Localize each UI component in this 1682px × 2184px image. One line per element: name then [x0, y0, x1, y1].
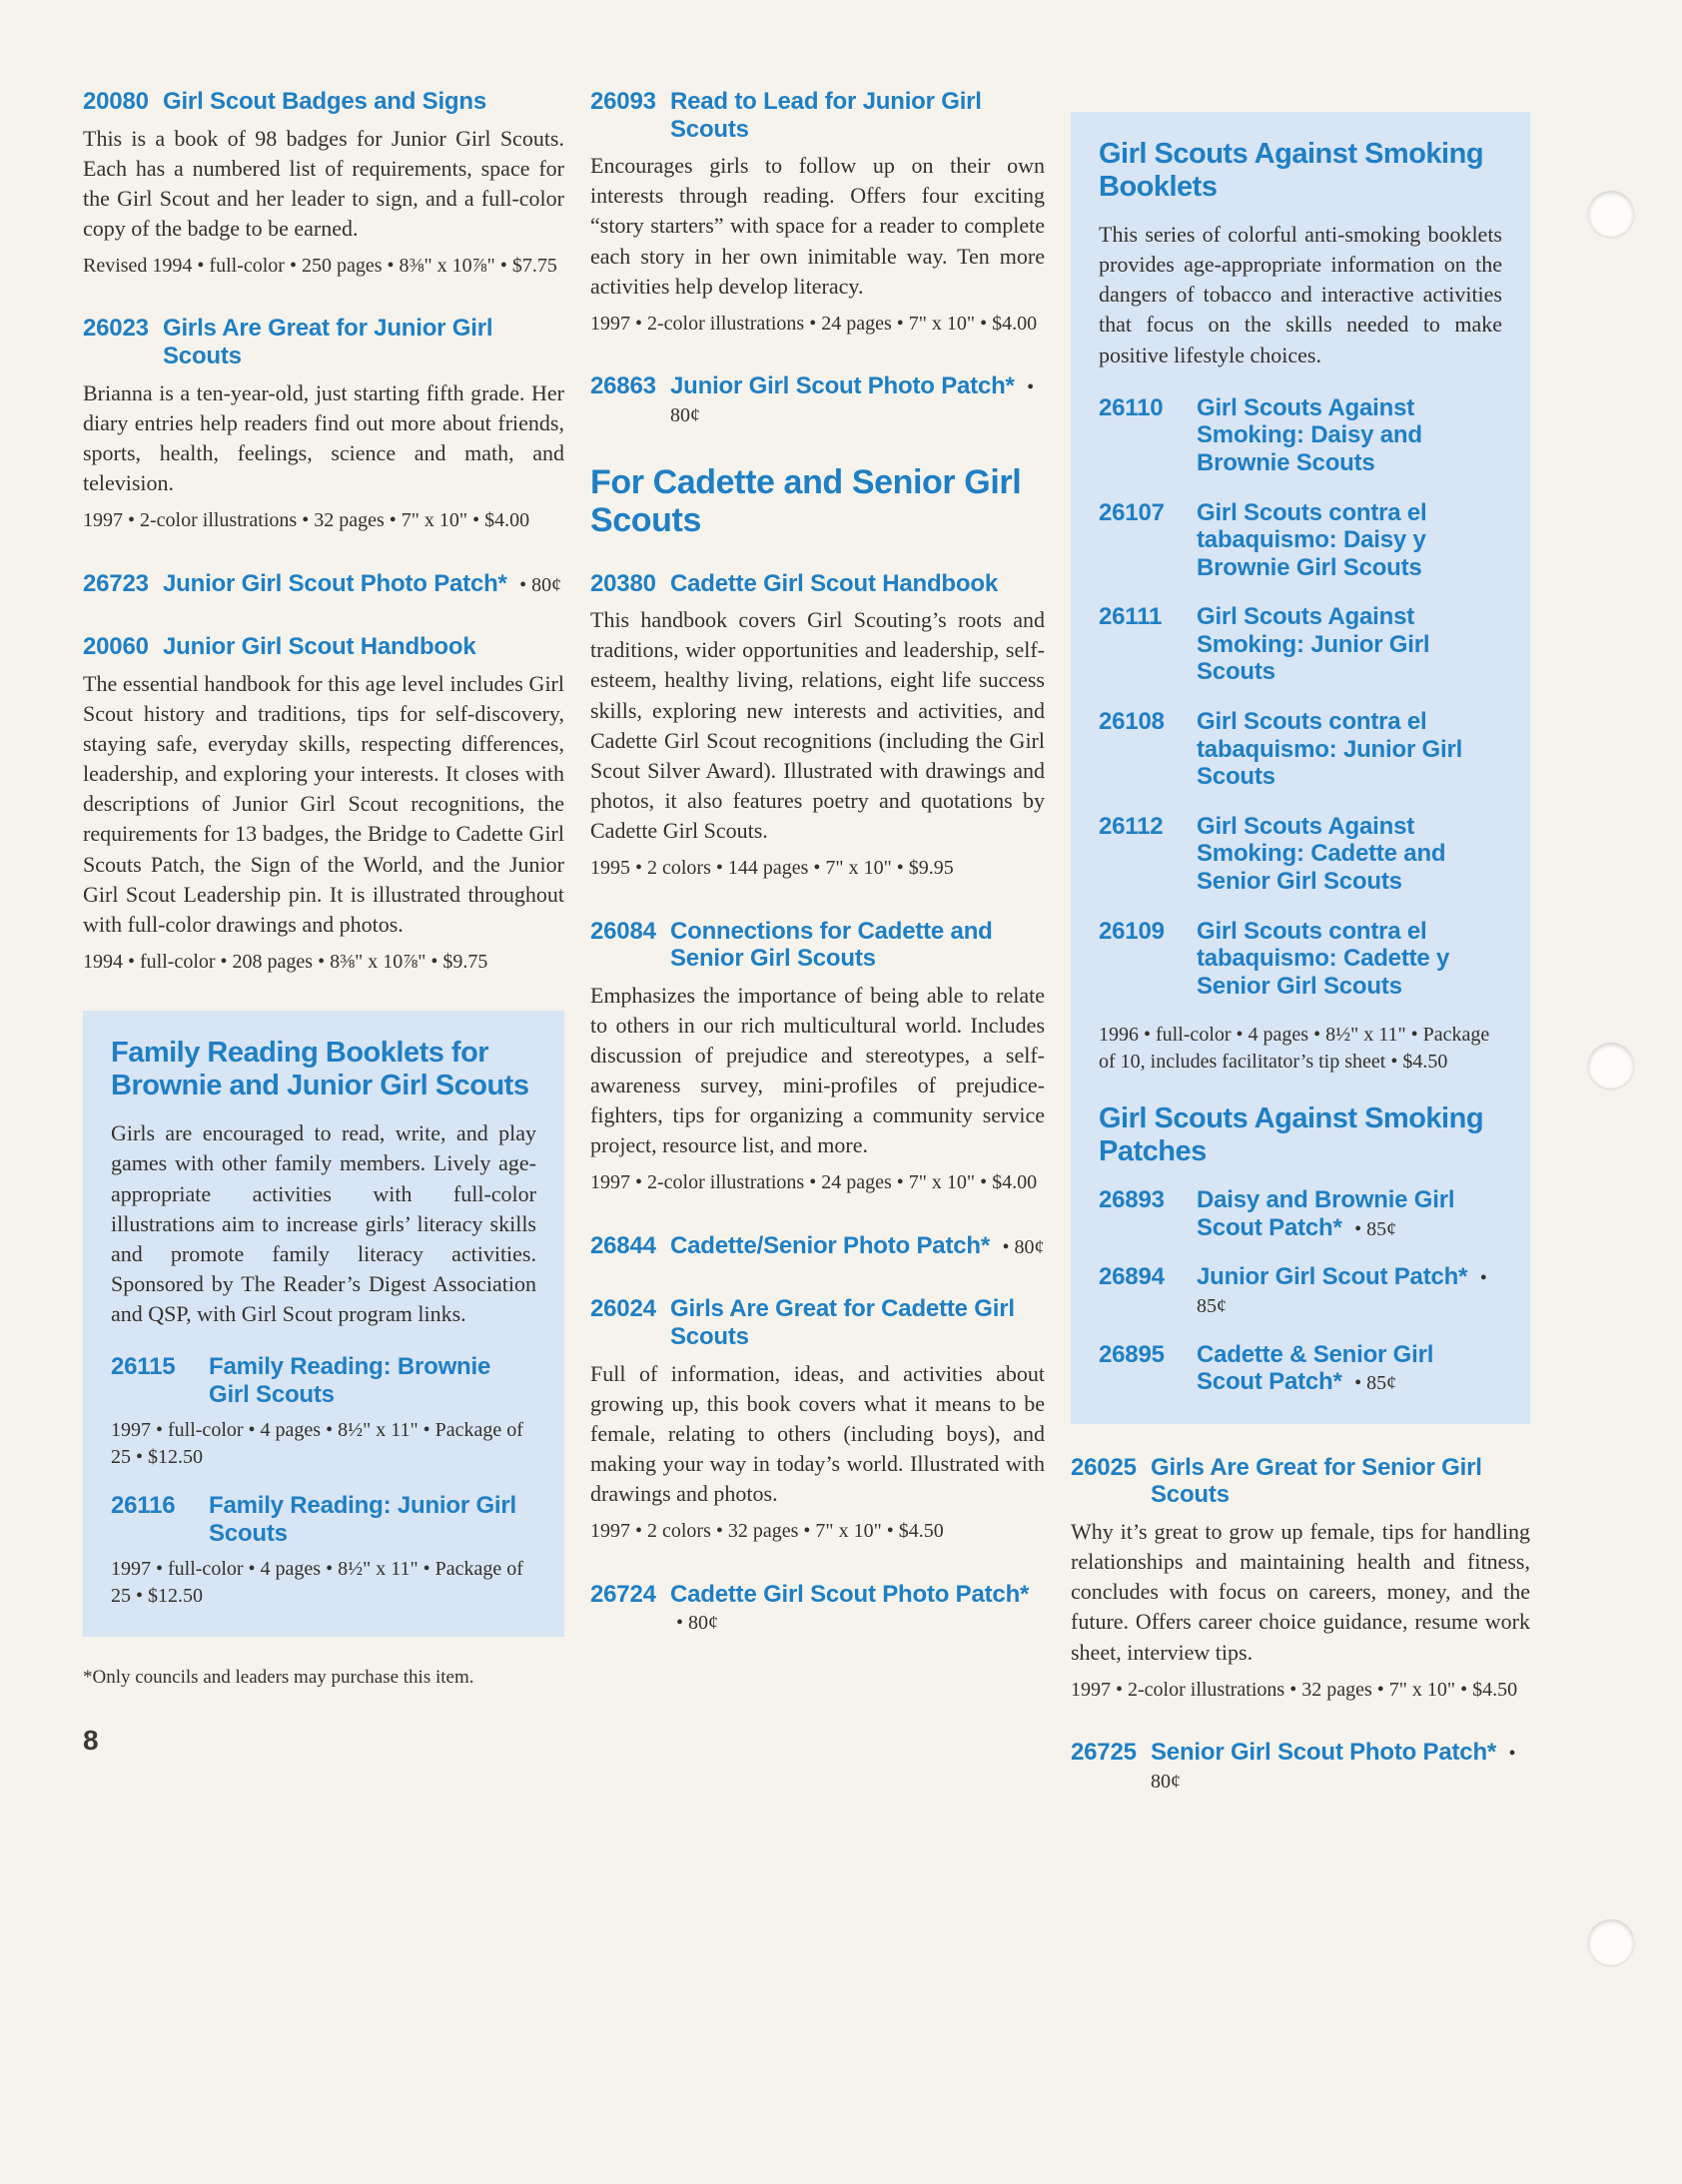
item-title: Girls Are Great for Cadette Girl Scouts [670, 1295, 1015, 1351]
item-code: 20060 [83, 633, 149, 661]
catalog-item-26894 [1099, 1263, 1502, 1318]
item-code: 26844 [590, 1231, 656, 1259]
item-code: 26023 [83, 315, 149, 343]
binder-hole [1588, 1043, 1634, 1089]
page-number: 8 [83, 1725, 99, 1757]
catalog-item-26112 [1099, 813, 1502, 896]
item-code: 26725 [1071, 1739, 1137, 1767]
item-title [670, 1232, 1045, 1260]
purchase-footnote: *Only councils and leaders may purchase this item. [83, 1667, 474, 1689]
patch-price: • 80¢ [1151, 1743, 1516, 1793]
item-specs: Revised 1994 • full-color • 250 pages • 8⅜" x 10⅞" • $7.75 [83, 255, 557, 278]
patch-title: Junior Girl Scout Patch* [1197, 1263, 1468, 1291]
patch-price: • 85¢ [1197, 1267, 1487, 1318]
item-title: Girls Are Great for Senior Girl Scouts [1151, 1453, 1482, 1509]
item-code: 26108 [1099, 708, 1165, 736]
item-specs: 1997 • 2-color illustrations • 24 pages • 7" x 10" • $4.00 [590, 1171, 1038, 1194]
item-description: Why it’s great to grow up female, tips for handling relationships and maintaining health and fitness, concludes with focus on careers, money, and the future. Offers career choice guidance, resume work sheet, interview tips. [1071, 1519, 1530, 1665]
smoking-booklets-box [1071, 112, 1530, 1424]
item-code: 26084 [590, 917, 656, 945]
box-heading: Family Reading Booklets for Brownie and Junior Girl Scouts [111, 1037, 529, 1102]
item-title: Family Reading: Brownie Girl Scouts [209, 1353, 491, 1408]
patch-title: Daisy and Brownie Girl Scout Patch* [1197, 1186, 1455, 1241]
item-title: Girl Scouts contra el tabaquismo: Junior Girl Scouts [1197, 708, 1463, 791]
catalog-item-26844 [590, 1232, 1045, 1260]
item-title: Girl Scouts Against Smoking: Junior Girl Scouts [1197, 603, 1430, 686]
patch-price: • 85¢ [1354, 1372, 1397, 1395]
item-code: 26895 [1099, 1340, 1165, 1368]
item-code: 26093 [590, 88, 656, 115]
patch-title: Junior Girl Scout Photo Patch* [163, 569, 507, 597]
item-title [670, 1581, 1045, 1636]
item-specs: 1997 • 2 colors • 32 pages • 7" x 10" • $4.50 [590, 1520, 944, 1543]
item-code: 20380 [590, 569, 656, 597]
patch-price: • 80¢ [670, 376, 1035, 426]
item-title: Girl Scouts contra el tabaquismo: Daisy y Brownie Girl Scouts [1197, 498, 1427, 581]
patch-price: • 80¢ [519, 573, 562, 596]
column-2 [590, 88, 1045, 1672]
item-code: 26894 [1099, 1263, 1165, 1291]
item-specs: 1997 • full-color • 4 pages • 8½" x 11" • Package of 25 • $12.50 [111, 1419, 523, 1468]
item-title: Junior Girl Scout Handbook [163, 633, 476, 661]
item-title: Girl Scouts contra el tabaquismo: Cadette y Senior Girl Scouts [1197, 917, 1450, 1000]
patch-title: Junior Girl Scout Photo Patch* [670, 372, 1015, 400]
catalog-item-26111 [1099, 603, 1502, 686]
item-code: 20080 [83, 88, 149, 115]
item-code: 26723 [83, 569, 149, 597]
item-code: 26116 [111, 1492, 176, 1520]
box-intro: Girls are encouraged to read, write, and play games with other family members. Lively age-appropriate activities with full-color illustrations aim to increase girls’ literacy skills and promote family literacy activities. Sponsored by The Reader’s Digest Association and QSP, with Girl Scout program links. [111, 1120, 536, 1327]
item-description: This is a book of 98 badges for Junior Girl Scouts. Each has a numbered list of requirements, space for the Girl Scout and her leader to sign, and a full-color copy of the badge to be earned. [83, 125, 564, 241]
item-specs: 1997 • full-color • 4 pages • 8½" x 11" • Package of 25 • $12.50 [111, 1558, 523, 1607]
patch-title: Senior Girl Scout Photo Patch* [1151, 1739, 1497, 1767]
item-code: 26863 [590, 372, 656, 400]
catalog-item-26024 [590, 1295, 1045, 1544]
box-intro: This series of colorful anti-smoking booklets provides age-appropriate information on the dangers of tobacco and interactive activities that focus on the skills needed to make positive lifestyle choices. [1099, 222, 1502, 367]
patch-title: Cadette & Senior Girl Scout Patch* [1197, 1340, 1434, 1396]
binder-hole [1588, 1919, 1634, 1965]
item-specs: 1997 • 2-color illustrations • 24 pages • 7" x 10" • $4.00 [590, 312, 1038, 335]
patches-heading: Girl Scouts Against Smoking Patches [1099, 1102, 1484, 1168]
catalog-item-26893 [1099, 1186, 1502, 1241]
item-description: Brianna is a ten-year-old, just starting fifth grade. Her diary entries help readers find out more about friends, sports, health, feelings, science and math, and television. [83, 379, 564, 496]
item-specs: 1997 • 2-color illustrations • 32 pages • 7" x 10" • $4.00 [83, 509, 530, 532]
patch-price: • 80¢ [676, 1612, 719, 1635]
item-title [670, 372, 1045, 427]
patch-price: • 85¢ [1354, 1217, 1397, 1240]
catalog-item-20380 [590, 570, 1045, 882]
catalog-item-26724 [590, 1581, 1045, 1636]
item-title: Girl Scouts Against Smoking: Cadette and Senior Girl Scouts [1197, 812, 1446, 896]
catalog-item-26084 [590, 918, 1045, 1196]
column-1 [83, 88, 564, 1757]
item-title [1151, 1739, 1530, 1794]
catalog-item-26863 [590, 372, 1045, 427]
patch-title: Cadette Girl Scout Photo Patch* [670, 1580, 1030, 1608]
catalog-item-26023 [83, 315, 564, 533]
item-description: The essential handbook for this age level includes Girl Scout history and traditions, tips for self-discovery, staying safe, everyday skills, respecting differences, leadership, and exploring your interests. It closes with descriptions of Junior Girl Scout recognitions, the requirements for 13 badges, the Bridge to Cadette Girl Scouts Patch, the Sign of the World, and the Junior Girl Scout Leadership pin. It is illustrated throughout with full-color drawings and photos. [83, 670, 564, 937]
item-title: Read to Lead for Junior Girl Scouts [670, 88, 982, 143]
item-title [1197, 1263, 1502, 1318]
item-code: 26112 [1099, 812, 1164, 840]
item-title: Cadette Girl Scout Handbook [670, 569, 998, 597]
section-heading-cadette-senior: For Cadette and Senior Girl Scouts [590, 463, 1022, 540]
binder-hole [1588, 191, 1634, 237]
catalog-item-26115 [111, 1353, 536, 1470]
item-title [163, 570, 564, 598]
item-specs: 1995 • 2 colors • 144 pages • 7" x 10" • $9.95 [590, 857, 954, 880]
item-description: Encourages girls to follow up on their own interests through reading. Offers four exciting “story starters” with space for a reader to complete each story in her own inimitable way. Ten more activities help develop literacy. [590, 153, 1045, 299]
item-description: Emphasizes the importance of being able to relate to others in our rich multicultural world. Includes discussion of prejudice and stereotypes, a self-awareness survey, mini-profiles of prejudice-fighters, tips for organizing a community service project, resource list, and more. [590, 982, 1045, 1158]
item-title [1197, 1186, 1502, 1241]
item-code: 26893 [1099, 1186, 1165, 1214]
patch-title: Cadette/Senior Photo Patch* [670, 1231, 990, 1259]
catalog-page [83, 88, 1533, 1829]
item-title: Connections for Cadette and Senior Girl Scouts [670, 917, 993, 973]
item-title: Girl Scouts Against Smoking: Daisy and Brownie Scouts [1197, 393, 1422, 476]
catalog-item-26108 [1099, 708, 1502, 791]
family-reading-box [83, 1011, 564, 1637]
catalog-item-26107 [1099, 499, 1502, 582]
catalog-item-26025 [1071, 1454, 1530, 1703]
catalog-item-20060 [83, 633, 564, 975]
catalog-item-26093 [590, 88, 1045, 337]
box-specs: 1996 • full-color • 4 pages • 8½" x 11" • Package of 10, includes facilitator’s tip sheet • $4.50 [1099, 1024, 1490, 1073]
catalog-item-26895 [1099, 1341, 1502, 1396]
patch-price: • 80¢ [1002, 1235, 1045, 1258]
catalog-item-26109 [1099, 918, 1502, 1001]
item-code: 26111 [1099, 603, 1163, 631]
item-specs: 1997 • 2-color illustrations • 32 pages • 7" x 10" • $4.50 [1071, 1678, 1518, 1701]
item-code: 26025 [1071, 1453, 1137, 1481]
catalog-item-26725 [1071, 1739, 1530, 1794]
item-title [1197, 1341, 1502, 1396]
catalog-item-26723 [83, 570, 564, 598]
item-code: 26024 [590, 1295, 656, 1323]
item-title: Girls Are Great for Junior Girl Scouts [163, 315, 493, 370]
item-description: This handbook covers Girl Scouting’s roots and traditions, wider opportunities and leadership, self-esteem, healthy living, relations, eight life success skills, exploring new interests and activities, and Cadette Girl Scout recognitions (including the Girl Scout Silver Award). Illustrated with drawings and photos, it also features poetry and quotations by Cadette Girl Scouts. [590, 607, 1045, 844]
item-code: 26724 [590, 1580, 656, 1608]
item-code: 26110 [1099, 393, 1164, 421]
catalog-item-20080 [83, 88, 564, 279]
item-title: Family Reading: Junior Girl Scouts [209, 1492, 516, 1547]
item-code: 26115 [111, 1353, 176, 1381]
item-title: Girl Scout Badges and Signs [163, 88, 486, 115]
catalog-item-26116 [111, 1492, 536, 1609]
item-description: Full of information, ideas, and activities about growing up, this book covers what it means to be female, relating to others (including boys), and making your way in today’s world. Illustrated with drawings and photos. [590, 1360, 1045, 1507]
item-code: 26109 [1099, 917, 1165, 945]
catalog-item-26110 [1099, 394, 1502, 477]
item-code: 26107 [1099, 498, 1165, 526]
box-heading: Girl Scouts Against Smoking Booklets [1099, 138, 1484, 204]
column-3 [1071, 88, 1530, 1829]
item-specs: 1994 • full-color • 208 pages • 8⅜" x 10⅞" • $9.75 [83, 950, 488, 973]
